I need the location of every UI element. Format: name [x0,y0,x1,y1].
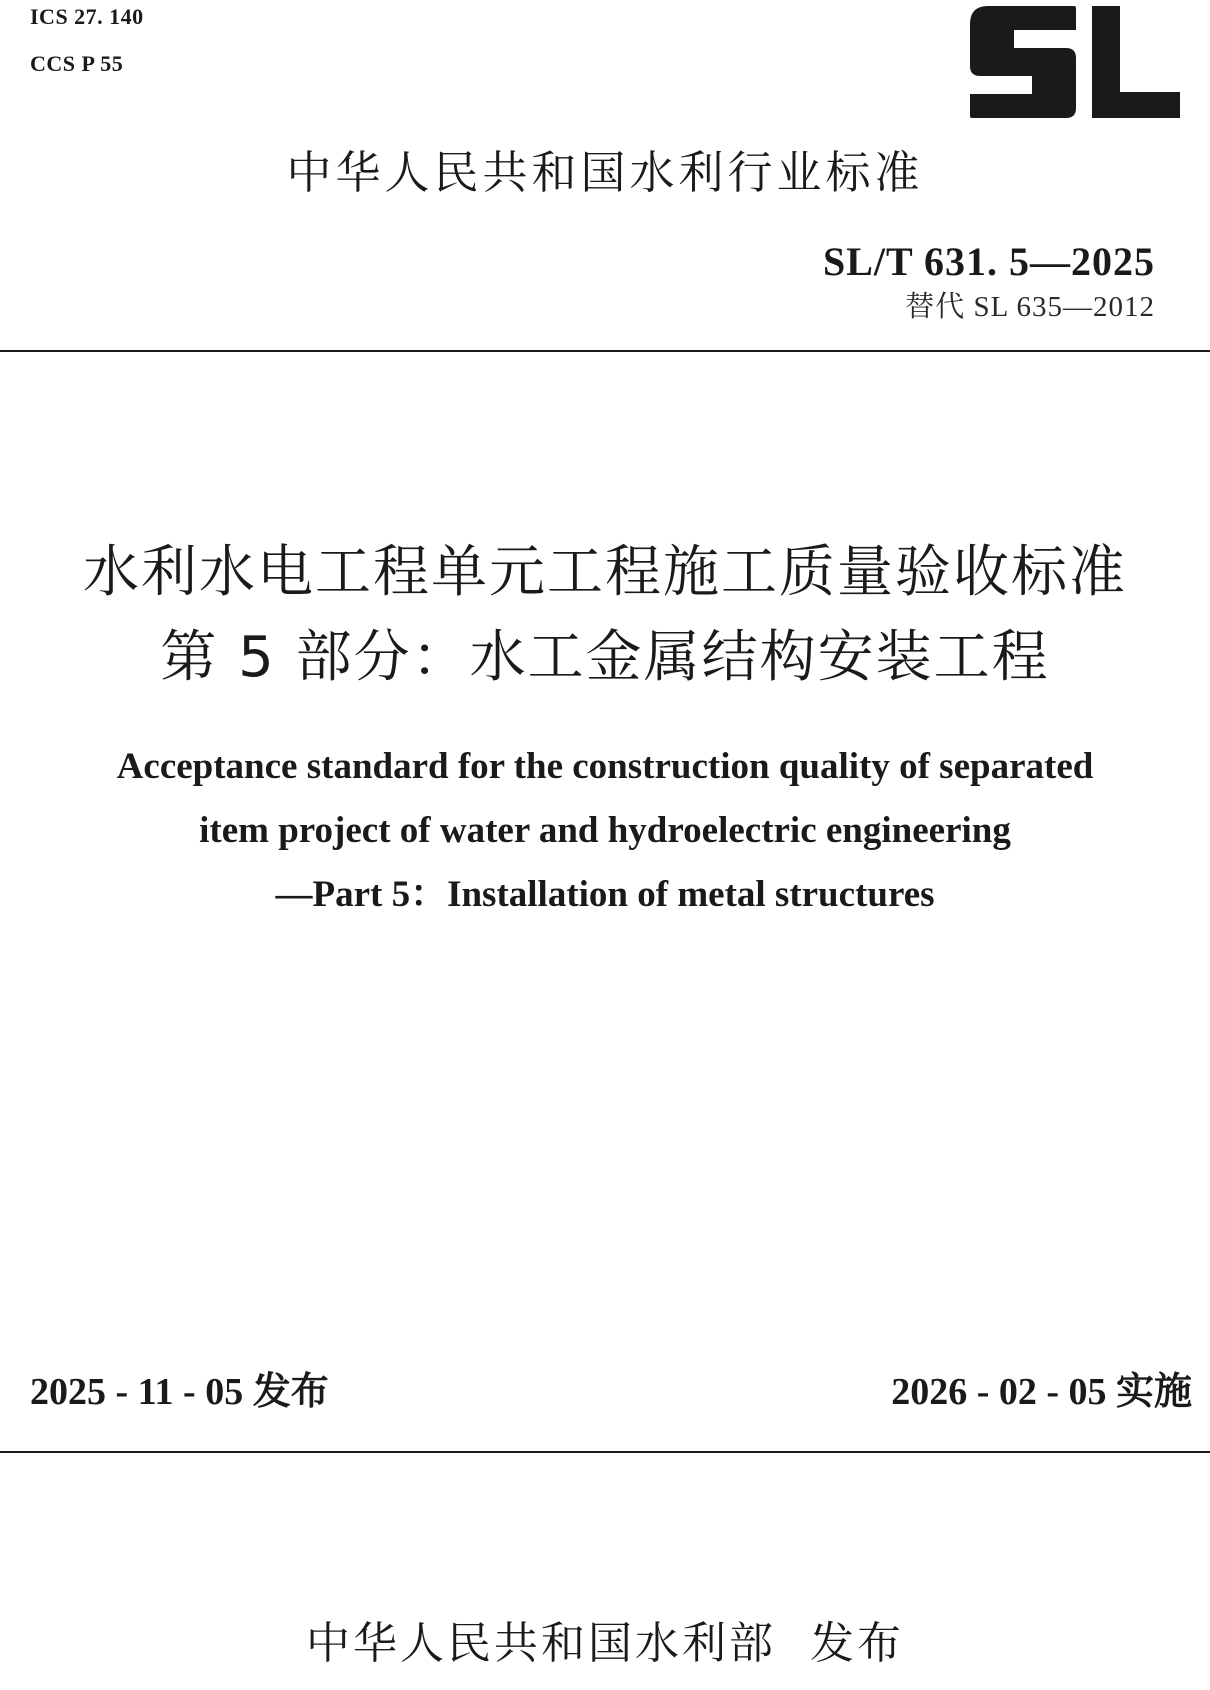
standard-number: SL/T 631. 5—2025 [823,239,1155,284]
title-cn-line2: 第 5 部分：水工金属结构安装工程 [160,625,1050,690]
title-cn-line1: 水利水电工程单元工程施工质量验收标准 [83,540,1127,605]
publisher: 中华人民共和国水利部 发布 [306,1618,904,1669]
ccs-code: CCS P 55 [30,51,124,76]
title-en-line1: Acceptance standard for the construction quality of separated [116,746,1094,787]
issue-date: 2025 - 11 - 05 发布 [30,1371,329,1413]
title-en-line3: —Part 5：Installation of metal structures [275,874,935,915]
implementation-date: 2026 - 02 - 05 实施 [891,1371,1192,1413]
ics-code: ICS 27. 140 [30,4,144,29]
bottom-divider [0,1451,1210,1453]
replaces-standard: 替代 SL 635—2012 [905,291,1155,323]
industry-standard-heading: 中华人民共和国水利行业标准 [286,146,924,199]
title-en-line2: item project of water and hydroelectric engineering [199,810,1011,851]
sl-logo-l [1092,6,1180,118]
sl-logo-s [970,6,1076,118]
sl-logo [970,6,1180,118]
top-divider [0,350,1210,352]
